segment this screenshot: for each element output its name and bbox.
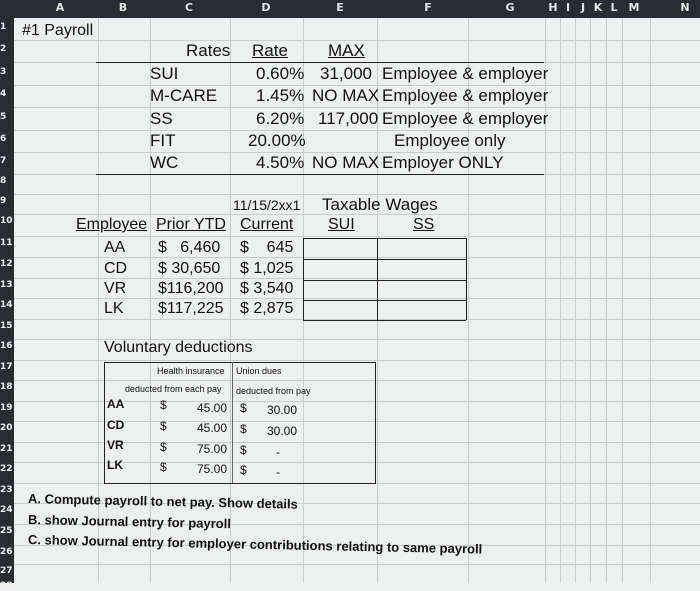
health-amount[interactable]: 75.00: [197, 442, 228, 456]
rate-value[interactable]: 1.45%: [256, 86, 305, 105]
voluntary-deductions-title[interactable]: Voluntary deductions: [104, 339, 253, 356]
wages-box-border: [303, 280, 466, 281]
row-header[interactable]: 24: [0, 505, 13, 515]
row-header[interactable]: 22: [0, 464, 13, 474]
rate-name[interactable]: FIT: [150, 131, 176, 150]
column-header-i[interactable]: I: [565, 1, 571, 14]
grid-line: [590, 18, 591, 583]
row-header[interactable]: 10: [0, 216, 13, 226]
rate-max[interactable]: NO MAX: [312, 86, 380, 105]
union-amount[interactable]: 30.00: [267, 403, 298, 417]
health-insurance-subheader[interactable]: deducted from each pay: [125, 384, 222, 394]
instruction-c[interactable]: C. show Journal entry for employer contributions relating to same payroll: [27, 532, 483, 557]
row-header[interactable]: 27: [0, 566, 13, 576]
taxable-wages-header[interactable]: Taxable Wages: [322, 195, 438, 214]
rate-applies-to[interactable]: Employee only: [394, 131, 506, 150]
row-header[interactable]: 8: [0, 176, 7, 186]
deduction-employee[interactable]: VR: [107, 438, 124, 452]
row-header[interactable]: 14: [0, 300, 13, 310]
union-dues-subheader[interactable]: deducted from pay: [236, 386, 311, 396]
sui-header[interactable]: SUI: [328, 216, 355, 233]
health-amount[interactable]: 45.00: [197, 401, 228, 415]
row-header[interactable]: 4: [0, 89, 7, 99]
prior-ytd-value[interactable]: $ 30,650: [158, 260, 221, 277]
pay-date[interactable]: 11/15/2xx1: [233, 197, 301, 213]
wages-box-border: [303, 259, 466, 260]
column-header-c[interactable]: C: [184, 1, 194, 14]
row-header[interactable]: 3: [0, 67, 7, 77]
rate-name[interactable]: SS: [150, 109, 173, 128]
current-value[interactable]: $ 3,540: [240, 280, 294, 297]
rate-header[interactable]: Rate: [252, 41, 288, 60]
row-header[interactable]: 1: [0, 22, 7, 32]
row-header[interactable]: 2: [0, 44, 7, 54]
row-header[interactable]: 16: [0, 341, 13, 351]
row-header[interactable]: 25: [0, 526, 13, 536]
union-amount[interactable]: -: [276, 465, 280, 479]
voluntary-box-border: [104, 362, 105, 483]
instruction-b[interactable]: B. show Journal entry for payroll: [27, 512, 232, 532]
prior-ytd-header[interactable]: Prior YTD: [156, 216, 226, 233]
voluntary-column-divider: [232, 362, 233, 483]
health-currency[interactable]: $: [160, 398, 167, 412]
ss-header[interactable]: SS: [413, 216, 435, 233]
row-header[interactable]: 17: [0, 362, 13, 372]
row-header[interactable]: 5: [0, 112, 7, 122]
current-value[interactable]: $ 2,875: [240, 300, 294, 317]
row-header[interactable]: 28: [0, 581, 13, 591]
health-currency[interactable]: $: [160, 419, 167, 433]
row-header[interactable]: 20: [0, 423, 13, 433]
row-header[interactable]: 12: [0, 259, 13, 269]
row-header[interactable]: 19: [0, 403, 13, 413]
column-header-k[interactable]: K: [593, 1, 603, 14]
rate-name[interactable]: SUI: [150, 64, 179, 83]
rate-max[interactable]: 31,000: [320, 64, 372, 83]
employee-header[interactable]: Employee: [76, 216, 148, 233]
wages-box-border: [303, 320, 466, 321]
column-header-g[interactable]: G: [505, 1, 515, 14]
rate-applies-to[interactable]: Employee & employer: [382, 64, 549, 83]
rates-table-bottom-border: [96, 174, 544, 175]
row-header-bar: [0, 18, 14, 591]
wages-box-border: [466, 238, 467, 320]
prior-ytd-value[interactable]: $ 6,460: [158, 239, 221, 256]
deduction-employee[interactable]: CD: [107, 418, 125, 432]
union-currency[interactable]: $: [240, 443, 247, 457]
row-header[interactable]: 13: [0, 280, 13, 290]
column-header-d[interactable]: D: [261, 1, 271, 14]
wages-box-border: [303, 300, 466, 301]
grid-line: [622, 18, 623, 583]
row-header[interactable]: 21: [0, 444, 13, 454]
wages-box-border: [377, 238, 378, 320]
wages-box-border: [303, 238, 466, 239]
prior-ytd-value[interactable]: $117,225: [158, 300, 224, 317]
union-dues-header[interactable]: Union dues: [236, 366, 282, 376]
column-header-e[interactable]: E: [336, 1, 344, 14]
health-amount[interactable]: 45.00: [197, 421, 228, 435]
grid-line: [560, 18, 561, 583]
row-header[interactable]: 23: [0, 485, 13, 495]
rate-value[interactable]: 0.60%: [256, 64, 305, 83]
rates-header[interactable]: Rates: [186, 41, 231, 60]
rate-name[interactable]: M-CARE: [150, 86, 218, 105]
max-header[interactable]: MAX: [328, 41, 365, 60]
row-header[interactable]: 18: [0, 382, 13, 392]
row-header[interactable]: 26: [0, 547, 13, 557]
voluntary-box-border: [375, 362, 376, 483]
row-header[interactable]: 7: [0, 156, 7, 166]
employee-code[interactable]: AA: [104, 239, 126, 256]
employee-code[interactable]: LK: [104, 300, 124, 317]
voluntary-box-border: [104, 483, 376, 484]
row-header[interactable]: 15: [0, 321, 13, 331]
grid-line: [575, 18, 576, 583]
rates-table-top-border: [96, 62, 544, 63]
rate-value[interactable]: 20.00%: [248, 131, 306, 150]
current-header[interactable]: Current: [240, 216, 294, 233]
union-currency[interactable]: $: [240, 422, 247, 436]
rate-applies-to[interactable]: Employee & employer: [382, 86, 549, 105]
instruction-a[interactable]: A. Compute payroll to net pay. Show details: [27, 491, 299, 512]
column-header-j[interactable]: J: [580, 1, 586, 14]
sheet-title[interactable]: #1 Payroll: [22, 22, 94, 39]
health-currency[interactable]: $: [160, 440, 167, 454]
rate-max[interactable]: 117,000: [318, 109, 379, 128]
deduction-employee[interactable]: AA: [107, 397, 125, 411]
column-header-b[interactable]: B: [118, 1, 128, 14]
grid-line: [650, 18, 651, 583]
rate-value[interactable]: 4.50%: [256, 153, 305, 172]
employee-code[interactable]: CD: [104, 260, 128, 277]
column-header-a[interactable]: A: [55, 1, 65, 14]
union-amount[interactable]: -: [276, 445, 280, 459]
row-header[interactable]: 6: [0, 134, 7, 144]
health-currency[interactable]: $: [160, 460, 167, 474]
column-header-h[interactable]: H: [548, 1, 558, 14]
column-header-bar: [0, 0, 700, 18]
health-amount[interactable]: 75.00: [197, 462, 228, 476]
voluntary-box-border: [104, 362, 376, 363]
rate-value[interactable]: 6.20%: [256, 109, 305, 128]
health-insurance-header[interactable]: Health insurance: [157, 366, 225, 376]
grid-line: [606, 18, 607, 583]
rate-applies-to[interactable]: Employee & employer: [382, 109, 549, 128]
prior-ytd-value[interactable]: $116,200: [158, 280, 224, 297]
rate-max[interactable]: NO MAX: [312, 153, 380, 172]
row-header[interactable]: 11: [0, 238, 13, 248]
column-header-n[interactable]: N: [680, 1, 690, 14]
union-currency[interactable]: $: [240, 401, 247, 415]
rate-name[interactable]: WC: [150, 153, 179, 172]
column-header-f[interactable]: F: [424, 1, 432, 14]
row-header[interactable]: 9: [0, 196, 7, 206]
wages-box-border: [303, 238, 304, 320]
employee-code[interactable]: VR: [104, 280, 127, 297]
deduction-employee[interactable]: LK: [107, 458, 123, 472]
rate-applies-to[interactable]: Employer ONLY: [382, 153, 504, 172]
current-value[interactable]: $ 645: [240, 239, 294, 256]
column-header-l[interactable]: L: [610, 1, 618, 14]
union-amount[interactable]: 30.00: [267, 424, 298, 438]
current-value[interactable]: $ 1,025: [240, 260, 294, 277]
column-header-m[interactable]: M: [628, 1, 640, 14]
union-currency[interactable]: $: [240, 463, 247, 477]
